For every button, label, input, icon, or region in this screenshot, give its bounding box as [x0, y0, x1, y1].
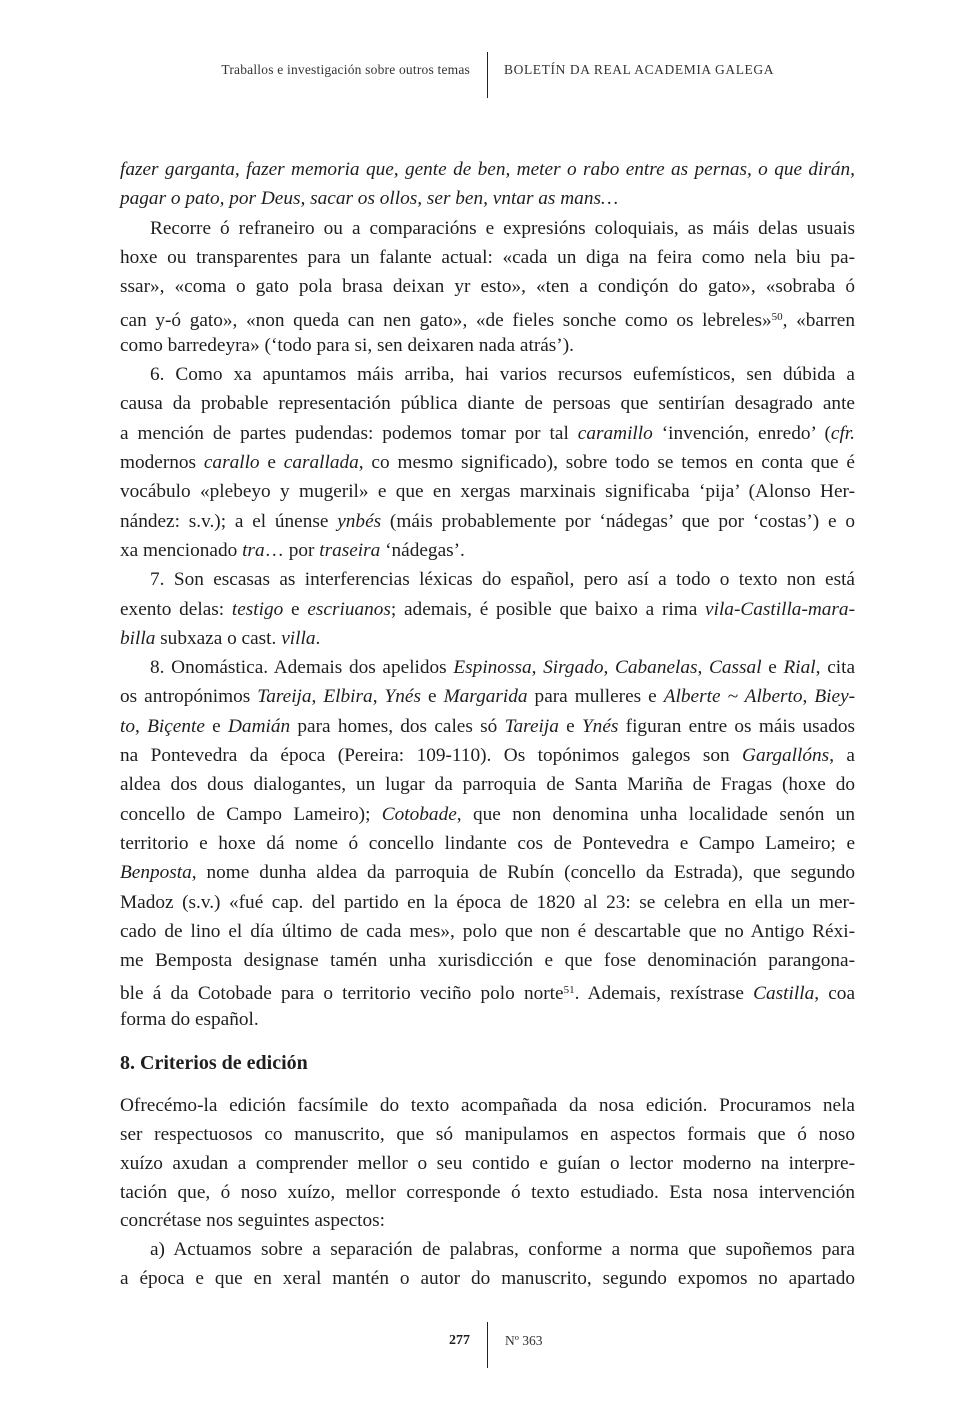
text-line: [120, 803, 855, 827]
italic-run: testigo: [231, 598, 284, 620]
text-run: a época e que en xeral mantén o autor do manuscrito, segundo expomos no apartado: [120, 1268, 855, 1290]
text-run: hoxe ou transparentes para un falante actual: «cada un diga na feira como nela biu pa-: [120, 246, 855, 268]
footer-divider: [487, 1322, 488, 1368]
text-line: [150, 656, 855, 680]
text-line: [120, 275, 855, 299]
text-line: [120, 510, 855, 534]
header-divider: [487, 52, 488, 98]
italic-run: to: [120, 715, 135, 737]
text-run: ‘nádegas’.: [380, 539, 465, 561]
page-number: 277: [449, 1333, 470, 1348]
text-run: figuran entre os máis usados: [618, 715, 855, 737]
text-line: [120, 832, 855, 856]
italic-run: Castilla: [753, 983, 815, 1005]
footnote-ref[interactable]: 51: [563, 984, 575, 997]
text-run: modernos: [120, 452, 204, 473]
text-line: [120, 1152, 855, 1176]
text-line: [120, 1267, 855, 1291]
text-run: , a: [829, 745, 855, 766]
text-run: e: [204, 715, 228, 737]
text-run: e: [259, 452, 284, 473]
text-run: exento delas:: [120, 598, 232, 620]
italic-run: Biey-: [814, 686, 856, 708]
text-line: [120, 539, 855, 563]
text-run: can y-ó gato», «non queda can nen gato», «de fieles sonche como os lebreles»: [120, 309, 772, 331]
text-run: e: [283, 598, 308, 620]
text-line: [120, 1209, 855, 1233]
text-run: , que non denomina unha localidade senón un: [456, 803, 855, 825]
text-line: [120, 1008, 855, 1032]
text-line: [120, 246, 855, 270]
text-run: ,: [135, 715, 148, 737]
italic-run: Cabanelas: [615, 657, 698, 679]
text-run: me Bemposta designase tamén unha xurisdicción e que fose denominación parangona-: [120, 950, 855, 972]
text-line: [120, 1181, 855, 1205]
text-run: concrétase nos seguintes aspectos:: [120, 1210, 386, 1232]
italic-run: Ynés: [581, 715, 619, 737]
italic-run: Tareija: [257, 686, 312, 708]
text-run: causa da probable representación pública diante de persoas que sentirían desagrado ante: [120, 393, 855, 415]
italic-run: Sirgado: [543, 657, 604, 679]
text-line: [150, 1238, 855, 1262]
text-run: para mulleres e: [527, 686, 664, 708]
text-run: vocábulo «plebeyo y mugeril» e que en xergas marxinais significaba ‘pija’ (Alonso Her-: [120, 481, 855, 503]
text-run: territorio e hoxe dá nome ó concello lindante cos de Pontevedra e Campo Lameiro; e: [120, 832, 855, 854]
text-run: ,: [531, 657, 544, 679]
text-run: e: [558, 715, 582, 737]
italic-run: caramillo: [577, 422, 653, 444]
text-line: [120, 744, 855, 768]
text-run: ,: [802, 686, 815, 708]
italic-run: vila-Castilla-mara-: [705, 598, 855, 620]
italic-run: pagar o pato, por Deus, sacar os ollos, ser ben, vntar as mans…: [120, 188, 619, 210]
text-line: [120, 891, 855, 915]
italic-run: Tareija: [504, 715, 559, 737]
text-run: cado de lino el día último de cada mes», polo que non é descartable que no Antigo Réxi-: [120, 920, 855, 942]
text-run: como barredeyra» (‘todo para si, sen deixaren nada atrás’).: [120, 334, 574, 356]
text-run: xuízo axudan a comprender mellor o seu contido e guían o lector moderno na interpre-: [120, 1152, 855, 1174]
italic-run: Ynés: [384, 686, 421, 708]
text-run: ,: [697, 657, 710, 679]
text-line: [120, 1123, 855, 1147]
text-run: ssar», «coma o gato pola brasa deixan yr esto», «ten a condiçón do gato», «sobraba ó: [120, 276, 855, 298]
text-line: [120, 158, 855, 182]
text-run: ‘invención, enredo’ (: [652, 422, 831, 444]
text-line: [120, 305, 855, 333]
text-run: ,: [603, 657, 616, 679]
text-line: [120, 598, 855, 622]
text-line: [120, 920, 855, 944]
text-run: ,: [311, 686, 324, 708]
italic-run: escriuanos: [307, 598, 391, 620]
italic-run: Margarida: [443, 686, 528, 708]
footnote-ref[interactable]: 50: [771, 310, 783, 323]
text-run: , nome dunha aldea da parroquia de Rubín (concello da Estrada), que segundo: [191, 862, 855, 884]
text-run: tación que, ó noso xuízo, mellor corresponde ó texto estudiado. Esta nosa intervención: [120, 1181, 855, 1203]
text-run: 7. Son escasas as interferencias léxicas do español, pero así a todo o texto non está: [150, 569, 855, 591]
text-run: 8. Onomástica. Ademais dos apelidos: [150, 657, 454, 679]
running-header-journal: BOLETÍN DA REAL ACADEMIA GALEGA: [504, 62, 775, 77]
section-heading: 8. Criterios de edición: [120, 1052, 308, 1074]
italic-run: Cotobade: [381, 803, 457, 825]
italic-run: carallo: [203, 452, 260, 473]
running-header-section: Traballos e investigación sobre outros temas: [221, 62, 470, 77]
text-run: … por: [264, 539, 320, 561]
italic-run: Alberte ~ Alberto: [663, 686, 803, 708]
text-run: . Ademais, rexístrase: [574, 983, 754, 1005]
text-line: [120, 949, 855, 973]
text-run: aldea dos dous dialogantes, un lugar da parroquia de Santa Mariña de Fragas (hoxe do: [120, 774, 855, 796]
text-run: Ofrecémo-la edición facsímile do texto acompañada da nosa edición. Procuramos nela: [120, 1095, 855, 1116]
text-run: ble á da Cotobade para o territorio veciño polo norte: [120, 983, 564, 1005]
text-line: [150, 568, 855, 592]
text-run: os antropónimos: [120, 686, 258, 708]
italic-run: Cassal: [709, 657, 762, 679]
text-run: subxaza o cast.: [155, 627, 282, 649]
text-line: [150, 217, 855, 241]
text-run: (máis probablemente por ‘nádegas’ que por ‘costas’) e o: [381, 510, 855, 532]
italic-run: fazer garganta, fazer memoria que, gente de ben, meter o rabo entre as pernas, o que dirán,: [120, 159, 855, 180]
text-run: nández: s.v.); a el únense: [120, 510, 338, 532]
italic-run: ynbés: [337, 510, 382, 532]
text-run: para homes, dos cales só: [290, 715, 505, 737]
issue-number: Nº 363: [505, 1333, 543, 1348]
text-run: , cita: [815, 657, 856, 679]
text-run: e: [761, 657, 784, 679]
text-line: [120, 334, 855, 358]
italic-run: Biçente: [147, 715, 205, 737]
text-line: [120, 773, 855, 797]
text-run: , co mesmo significado), sobre todo se temos en conta que é: [358, 452, 855, 473]
italic-run: Rial: [783, 657, 816, 679]
text-line: [120, 480, 855, 504]
italic-run: Elbira: [323, 686, 373, 708]
text-line: [120, 978, 855, 1006]
text-run: , coa: [814, 983, 856, 1005]
text-run: na Pontevedra da época (Pereira: 109-110). Os topónimos galegos son: [120, 745, 743, 766]
text-line: [120, 187, 855, 211]
text-line: [120, 422, 855, 446]
text-line: [150, 363, 855, 387]
text-line: [120, 861, 855, 885]
text-line: [120, 451, 855, 475]
text-run: a mención de partes pudendas: podemos tomar por tal: [120, 422, 578, 444]
text-run: forma do español.: [120, 1008, 259, 1030]
italic-run: carallada: [283, 452, 359, 473]
text-line: [120, 627, 855, 651]
text-run: .: [315, 627, 321, 649]
text-run: ; ademais, é posible que baixo a rima: [390, 598, 706, 620]
italic-run: villa: [281, 627, 316, 649]
italic-run: tra: [242, 539, 265, 561]
text-run: xa mencionado: [120, 539, 243, 561]
text-line: [120, 1094, 855, 1118]
text-run: Recorre ó refraneiro ou a comparacións e expresións coloquiais, as máis delas usuais: [150, 217, 855, 239]
text-line: [120, 685, 855, 709]
text-run: 6. Como xa apuntamos máis arriba, hai varios recursos eufemísticos, sen dúbida a: [150, 364, 855, 386]
text-run: Madoz (s.v.) «fué cap. del partido en la época de 1820 al 23: se celebra en ella un mer-: [120, 891, 855, 913]
text-line: [120, 392, 855, 416]
italic-run: Gargallóns: [742, 745, 830, 766]
italic-run: Benposta: [120, 862, 192, 884]
text-line: [120, 715, 855, 739]
text-run: , «barren: [782, 309, 855, 331]
italic-run: Damián: [228, 715, 291, 737]
italic-run: Espinossa: [453, 657, 532, 679]
text-run: ,: [372, 686, 385, 708]
italic-run: billa: [120, 627, 156, 649]
text-run: a) Actuamos sobre a separación de palabras, conforme a norma que supoñemos para: [150, 1239, 855, 1261]
text-run: e: [420, 686, 444, 708]
italic-run: cfr.: [830, 422, 855, 444]
text-run: ser respectuosos co manuscrito, que só manipulamos en aspectos formais que ó noso: [120, 1123, 855, 1145]
text-run: concello de Campo Lameiro);: [120, 803, 382, 825]
italic-run: traseira: [319, 539, 381, 561]
